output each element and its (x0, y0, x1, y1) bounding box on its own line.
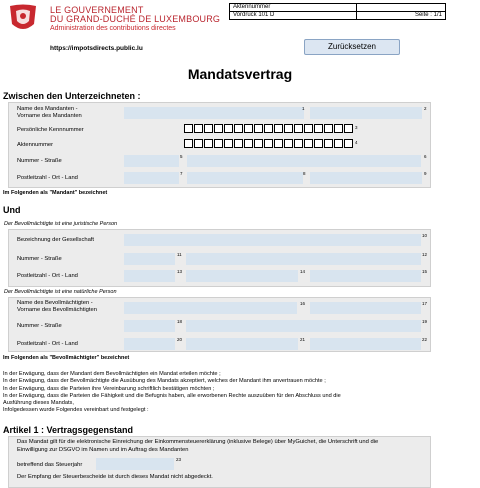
mandant-plz-label: Postleitzahl - Ort - Land (17, 175, 78, 181)
nat-plz-field[interactable] (124, 338, 175, 350)
mandant-plz-field[interactable] (124, 172, 179, 184)
bevollmaechtigter-footer: Im Folgenden als "Bevollmächtigter" bezeichnet (3, 355, 130, 361)
natuerliche-caption: Der Bevollmächtigte ist eine natürliche Person (4, 289, 117, 295)
reset-button[interactable]: Zurücksetzen (304, 39, 400, 55)
recital-line: In der Erwägung, dass der Bevollmächtigte die Ausübung des Mandats akzeptiert, welches der Mandant ihm anvertrauen möchte ; (3, 378, 326, 385)
field-num: 23 (176, 457, 182, 462)
administration-name: Administration des contributions directes (50, 25, 176, 32)
recital-line: Ausführung dieses Mandats, (3, 400, 74, 407)
field-num: 20 (177, 337, 183, 342)
gesellschaft-field[interactable] (124, 234, 421, 246)
page-number: Seite : 1/1 (356, 12, 445, 20)
jur-strasse-field[interactable] (186, 253, 421, 265)
recital-line: In der Erwägung, dass der Mandant dem Bevollmächtigten ein Mandat erteilen möchte ; (3, 371, 221, 377)
article1-text1: Das Mandat gilt für die elektronische Einreichung der Einkommensteuererklärung (inklusive Belege) über MyGuichet, die Unterschrift und die (17, 439, 379, 445)
recital-line: In der Erwägung, dass die Parteien die Fähigkeit und die Befugnis haben, alle erworbenen Rechte auszuüben für den Abschluss und die (3, 392, 341, 399)
akten-label: Aktennummer (230, 4, 357, 12)
field-num: 16 (300, 301, 306, 306)
bev-name-label: Name des Bevollmächtigten - Vorname des Bevollmächtigten (17, 300, 97, 313)
bev-vorname-field[interactable] (310, 302, 421, 314)
field-num: 14 (300, 269, 306, 274)
article1-heading: Artikel 1 : Vertragsgegenstand (3, 425, 134, 435)
page-title: Mandatsvertrag (187, 66, 293, 82)
pers-kennnummer-grid[interactable] (184, 124, 354, 133)
mandant-ort-field[interactable] (187, 172, 303, 184)
article1-text3: Der Empfang der Steuerbescheide ist durch dieses Mandat nicht abgedeckt. (17, 474, 213, 480)
field-num: 10 (422, 233, 428, 238)
gesellschaft-label: Bezeichnung der Gesellschaft (17, 237, 95, 243)
nat-plz-label: Postleitzahl - Ort - Land (17, 341, 78, 347)
mandant-strasse-label: Nummer - Straße (17, 158, 62, 164)
jur-plz-label: Postleitzahl - Ort - Land (17, 273, 78, 279)
field-num: 8 (303, 171, 306, 176)
mandant-footer: Im Folgenden als "Mandant" bezeichnet (3, 190, 108, 196)
nat-hausnr-field[interactable] (124, 320, 175, 332)
juristische-caption: Der Bevollmächtigte ist eine juristische Person (4, 221, 118, 227)
field-num: 15 (422, 269, 428, 274)
recitals (3, 371, 341, 415)
jur-ort-field[interactable] (186, 270, 298, 282)
field-num: 1 (302, 106, 305, 111)
pers-kennnummer-label: Persönliche Kennnummer (17, 127, 84, 133)
mandant-hausnr-field[interactable] (124, 155, 179, 167)
aktennummer-label: Aktennummer (17, 142, 54, 148)
bev-name-field[interactable] (124, 302, 297, 314)
akten-value[interactable] (356, 4, 445, 12)
nat-land-field[interactable] (310, 338, 421, 350)
jur-strasse-label: Nummer - Straße (17, 256, 62, 262)
field-num: 13 (177, 269, 183, 274)
field-num: 9 (424, 171, 427, 176)
field-num: 17 (422, 301, 428, 306)
field-num: 2 (424, 106, 427, 111)
mandant-strasse-field[interactable] (187, 155, 421, 167)
article1-text2: Einwilligung zur DSGVO im Namen und im Auftrag des Mandanten (17, 447, 189, 453)
form-number: Vordruck 101 D (230, 12, 357, 20)
mandant-land-field[interactable] (310, 172, 422, 184)
section2-heading: Und (3, 205, 21, 215)
nat-strasse-field[interactable] (186, 320, 421, 332)
recital-line: Infolgedessen wurde Folgendes vereinbart und festgelegt : (3, 407, 149, 414)
field-num: 3 (355, 125, 358, 130)
mandant-name-label: Name des Mandanten - Vorname des Mandanten (17, 106, 82, 119)
field-num: 5 (180, 154, 183, 159)
field-num: 18 (177, 319, 183, 324)
nat-ort-field[interactable] (186, 338, 298, 350)
section1-heading: Zwischen den Unterzeichneten : (3, 91, 141, 101)
steuerjahr-label: betreffend das Steuerjahr (17, 462, 83, 468)
field-num: 12 (422, 252, 428, 257)
field-num: 19 (422, 319, 428, 324)
field-num: 4 (355, 140, 358, 145)
field-num: 7 (180, 171, 183, 176)
website-url[interactable]: https://impotsdirects.public.lu (50, 45, 143, 52)
jur-land-field[interactable] (310, 270, 421, 282)
steuerjahr-field[interactable] (96, 458, 174, 470)
government-line-1: LE GOUVERNEMENT (50, 5, 144, 15)
mandant-vorname-field[interactable] (310, 107, 422, 119)
government-line-2: DU GRAND-DUCHÉ DE LUXEMBOURG (50, 14, 221, 24)
aktennummer-grid[interactable] (184, 139, 354, 148)
field-num: 11 (177, 252, 182, 257)
field-num: 21 (300, 337, 306, 342)
jur-plz-field[interactable] (124, 270, 175, 282)
field-num: 22 (422, 337, 428, 342)
mandant-name-field[interactable] (124, 107, 304, 119)
luxembourg-crest-logo (4, 2, 42, 36)
nat-strasse-label: Nummer - Straße (17, 323, 62, 329)
jur-hausnr-field[interactable] (124, 253, 175, 265)
reference-table (229, 3, 446, 20)
recital-line: In der Erwägung, dass die Parteien ihre Vereinbarung schriftlich bestätigen möchten ; (3, 385, 215, 392)
field-num: 6 (424, 154, 427, 159)
